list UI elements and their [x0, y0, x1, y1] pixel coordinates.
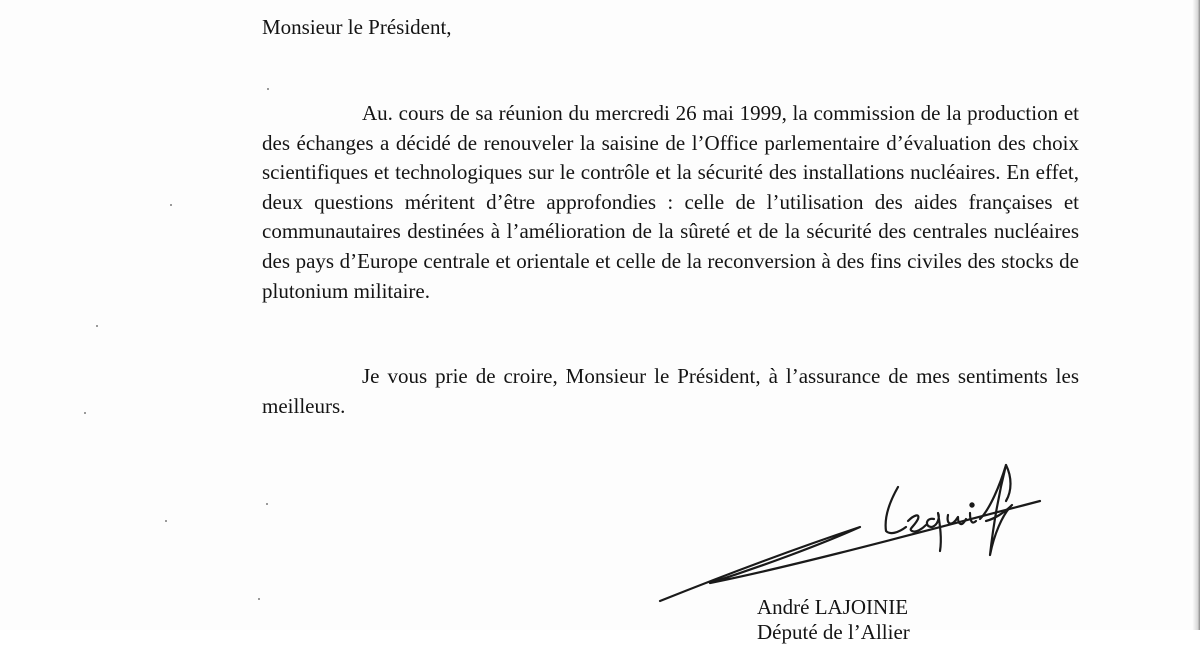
scan-speck: [266, 503, 268, 505]
salutation: Monsieur le Président,: [262, 15, 452, 39]
scan-speck: [96, 325, 98, 327]
closing-paragraph: Je vous prie de croire, Monsieur le Président, à l’assurance de mes sentiments les meilleurs.: [262, 364, 1079, 418]
letter-body-paragraph: Au. cours de sa réunion du mercredi 26 mai 1999, la commission de la production et des échanges a décidé de renouveler la saisine de l’Office parlementaire d’évaluation des choix scientifiques et technologiques sur le contrôle et la sécurité des installations nucléaires. En effet, deux questions méritent d’être approfondies : celle de l’utilisation des aides françaises et communautaires destinées à l’amélioration de la sûreté et de la sécurité des centrales nucléaires des pays d’Europe centrale et orientale et celle de la reconversion à des fins civiles des stocks de plutonium militaire.: [262, 101, 1079, 303]
handwritten-signature-icon: [650, 455, 1050, 605]
scan-speck: [267, 88, 269, 90]
scan-speck: [170, 204, 172, 206]
scan-speck: [258, 598, 260, 600]
scan-speck: [165, 520, 167, 522]
signatory-title: Député de l’Allier: [757, 620, 910, 644]
signatory-name: André LAJOINIE: [757, 595, 909, 619]
scan-edge: [1192, 0, 1200, 630]
scan-speck: [84, 412, 86, 414]
